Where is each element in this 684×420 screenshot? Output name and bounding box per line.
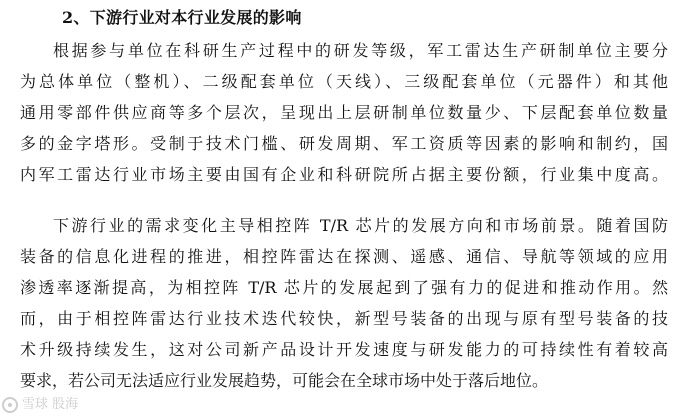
paragraph-line: 渗透率逐渐提高，为相控阵 T/R 芯片的发展起到了强有力的促进和推动作用。然 (20, 278, 668, 297)
paragraph-2 (20, 210, 668, 396)
paragraph-line: 内军工雷达行业市场主要由国有企业和科研院所占据主要份额，行业集中度高。 (20, 165, 668, 184)
section-heading: 2、下游行业对本行业发展的影响 (62, 8, 302, 27)
paragraph-line: 而，由于相控阵雷达行业技术迭代较快，新型号装备的出现与原有型号装备的技 (20, 309, 668, 328)
paragraph-line: 通用零部件供应商等多个层次，呈现出上层研制单位数量少、下层配套单位数量 (20, 103, 668, 122)
paragraph-line: 为总体单位（整机）、二级配套单位（天线）、三级配套单位（元器件）和其他 (20, 72, 668, 91)
paragraph-1 (20, 35, 668, 190)
paragraph-line: 装备的信息化进程的推进，相控阵雷达在探测、遥感、通信、导航等领域的应用 (20, 247, 668, 266)
paragraph-line: 根据参与单位在科研生产过程中的研发等级，军工雷达生产研制单位主要分 (53, 41, 668, 60)
paragraph-line: 术升级持续发生，这对公司新产品设计开发速度与研发能力的可持续性有着较高 (20, 340, 668, 359)
watermark (2, 394, 102, 416)
paragraph-line: 要求，若公司无法适应行业发展趋势，可能会在全球市场中处于落后地位。 (20, 371, 549, 390)
watermark-text: 雪球 股海 (22, 397, 79, 412)
watermark-logo-icon (2, 397, 18, 413)
paragraph-line: 多的金字塔形。受制于技术门槛、研发周期、军工资质等因素的影响和制约，国 (20, 134, 668, 153)
paragraph-line: 下游行业的需求变化主导相控阵 T/R 芯片的发展方向和市场前景。随着国防 (53, 216, 668, 235)
